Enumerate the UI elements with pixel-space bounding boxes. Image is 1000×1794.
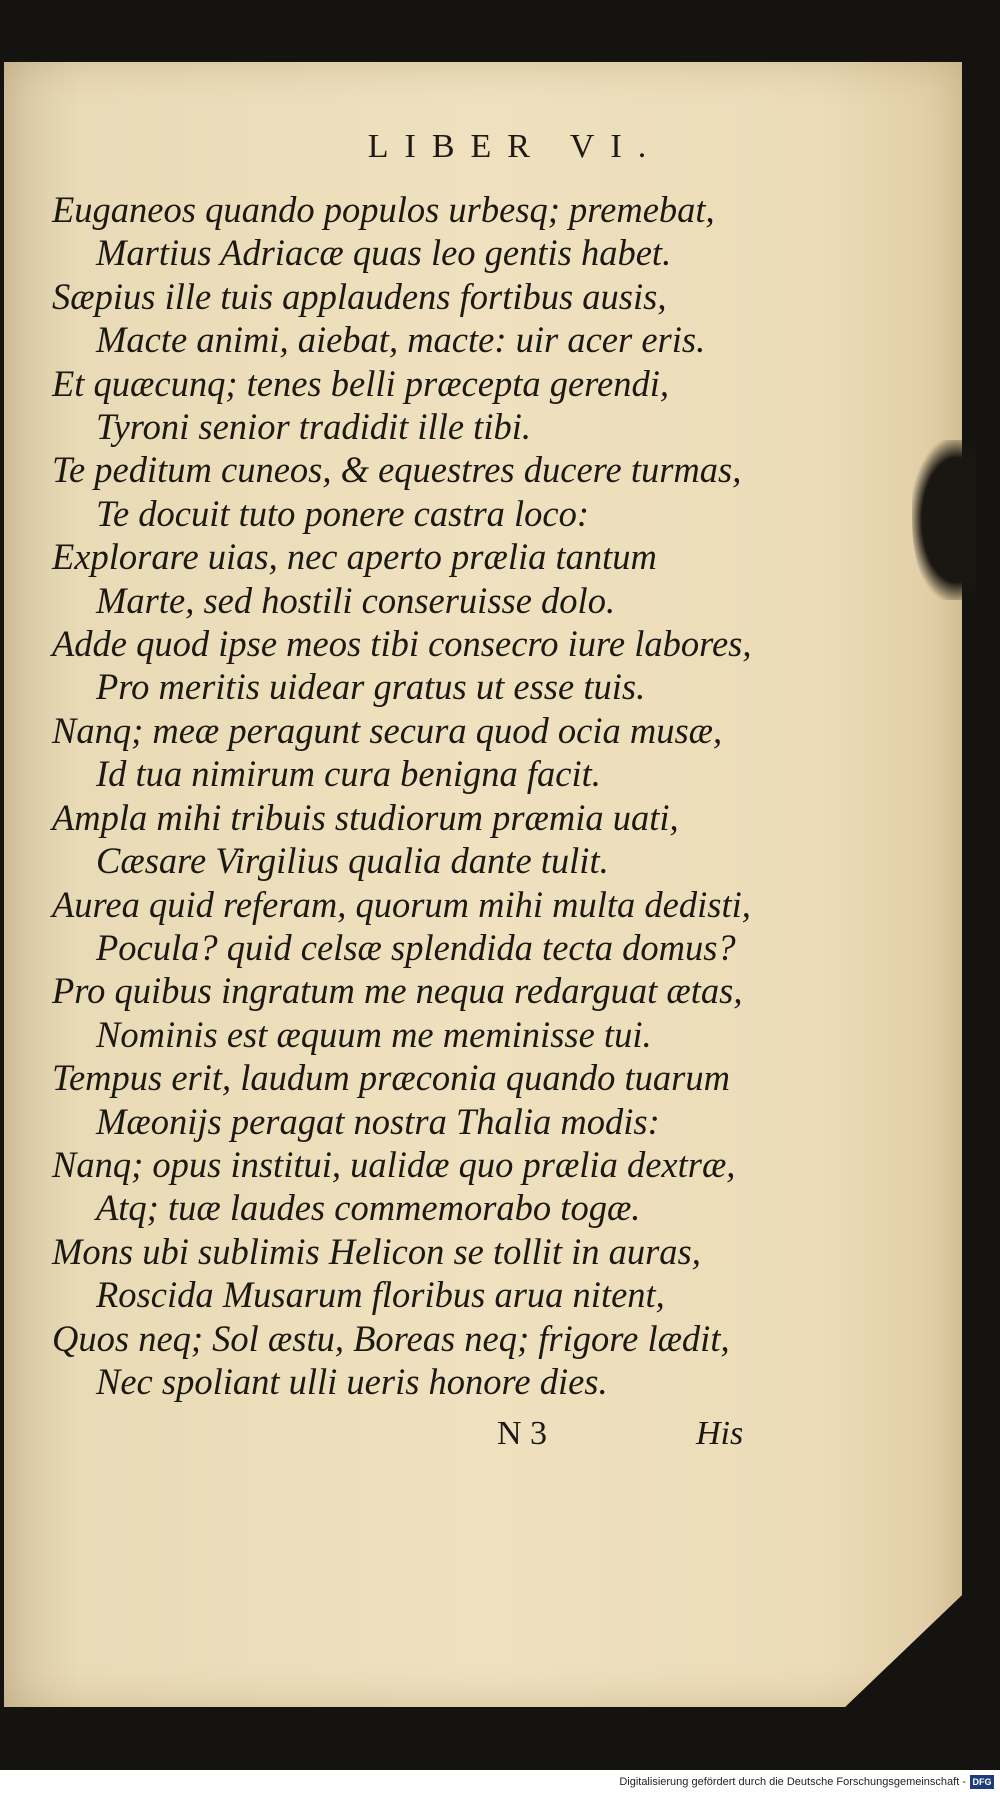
catchword: His [696,1415,744,1452]
verse-line: Martius Adriacæ quas leo gentis habet. [96,232,672,274]
verse-line: Pocula? quid celsæ splendida tecta domus? [96,926,736,968]
verse-line: Mæonijs peragat nostra Thalia modis: [96,1100,660,1142]
signature-mark: N 3 [497,1415,548,1452]
verse-line: Atq; tuæ laudes commemorabo togæ. [96,1187,641,1229]
verse-line: Sæpius ille tuis applaudens fortibus ausis, [52,275,667,317]
digitization-credit-bar [0,1770,1000,1794]
verse-line: Nanq; opus institui, ualidæ quo prælia dextræ, [52,1143,736,1185]
verse-line: Euganeos quando populos urbesq; premebat, [52,189,715,230]
verse-line: Pro meritis uidear gratus ut esse tuis. [96,666,646,708]
verse-line: Marte, sed hostili conseruisse dolo. [96,579,616,621]
verse-line: Tyroni senior tradidit ille tibi. [96,406,531,448]
verse-line: Ampla mihi tribuis studiorum præmia uati, [52,796,679,838]
dfg-logo-icon: DFG [970,1775,994,1789]
verse-line: Nanq; meæ peragunt secura quod ocia musæ, [52,709,723,751]
verse-line: Cæsare Virgilius qualia dante tulit. [96,840,609,882]
credit-text: Digitalisierung gefördert durch die Deutsche Forschungsgemeinschaft - [619,1776,966,1788]
verse-line: Nominis est æquum me meminisse tui. [96,1013,652,1055]
verse-line: Mons ubi sublimis Helicon se tollit in auras, [52,1230,701,1272]
verse-line: Te docuit tuto ponere castra loco: [96,492,590,534]
verse-line: Nec spoliant ulli ueris honore dies. [96,1360,608,1402]
verse-line: Quos neq; Sol æstu, Boreas neq; frigore lædit, [52,1317,730,1359]
verse-line: Macte animi, aiebat, macte: uir acer eris. [96,319,706,361]
verse-line: Id tua nimirum cura benigna facit. [96,753,601,795]
verse-line: Roscida Musarum floribus arua nitent, [96,1274,665,1316]
verse-line: Te peditum cuneos, & equestres ducere turmas, [52,449,742,491]
verse-line: Aurea quid referam, quorum mihi multa dedisti, [52,883,751,925]
verse-line: Pro quibus ingratum me nequa redarguat ætas, [52,970,743,1012]
verse-block [52,188,952,1403]
running-head: LIBER VI. [367,128,663,165]
verse-line: Et quæcunq; tenes belli præcepta gerendi, [52,362,669,404]
verse-line: Tempus erit, laudum præconia quando tuarum [52,1057,730,1099]
verse-line: Explorare uias, nec aperto prælia tantum [52,536,657,578]
verse-line: Adde quod ipse meos tibi consecro iure labores, [52,623,752,665]
page-footer [0,1415,1000,1465]
